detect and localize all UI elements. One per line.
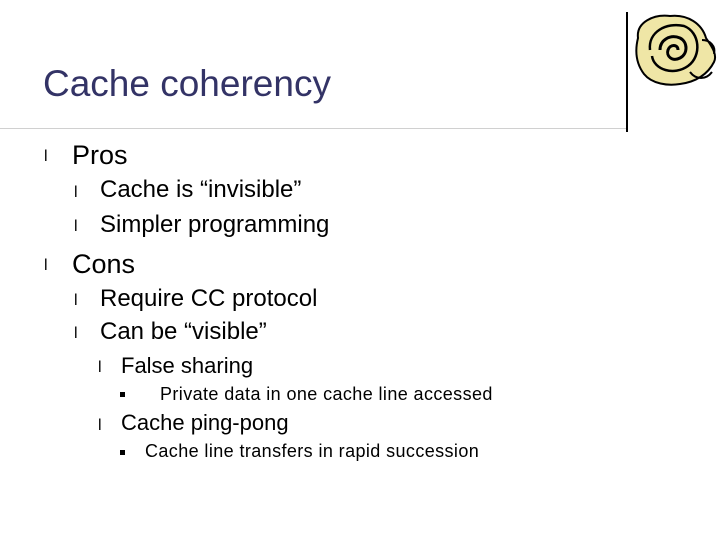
scroll-icon xyxy=(630,10,720,90)
square-bullet-icon xyxy=(120,392,125,397)
title-divider xyxy=(0,128,626,129)
visible-subitem-text: Cache ping-pong xyxy=(121,410,289,435)
pros-item-text: Simpler programming xyxy=(100,211,330,238)
visible-detail-text: Cache line transfers in rapid succession xyxy=(145,441,480,461)
bullet-glyph: l xyxy=(44,148,48,165)
visible-detail-text: Private data in one cache line accessed xyxy=(160,384,493,404)
bullet-glyph: l xyxy=(74,218,78,235)
bullet-glyph: l xyxy=(98,417,102,434)
pros-item-text: Cache is “invisible” xyxy=(100,176,302,203)
slide-title: Cache coherency xyxy=(43,63,331,104)
bullet-glyph: l xyxy=(98,359,102,376)
cons-item-text: Can be “visible” xyxy=(100,318,267,345)
visible-subitem-text: False sharing xyxy=(121,353,254,378)
bullet-pros-text: Pros xyxy=(72,140,128,170)
square-bullet-icon xyxy=(120,450,125,455)
bullet-glyph: l xyxy=(44,257,48,274)
cons-item-text: Require CC protocol xyxy=(100,285,318,312)
logo-divider xyxy=(626,12,628,132)
bullet-glyph: l xyxy=(74,325,78,342)
bullet-cons-text: Cons xyxy=(72,249,136,279)
bullet-glyph: l xyxy=(74,184,78,201)
bullet-glyph: l xyxy=(74,292,78,309)
